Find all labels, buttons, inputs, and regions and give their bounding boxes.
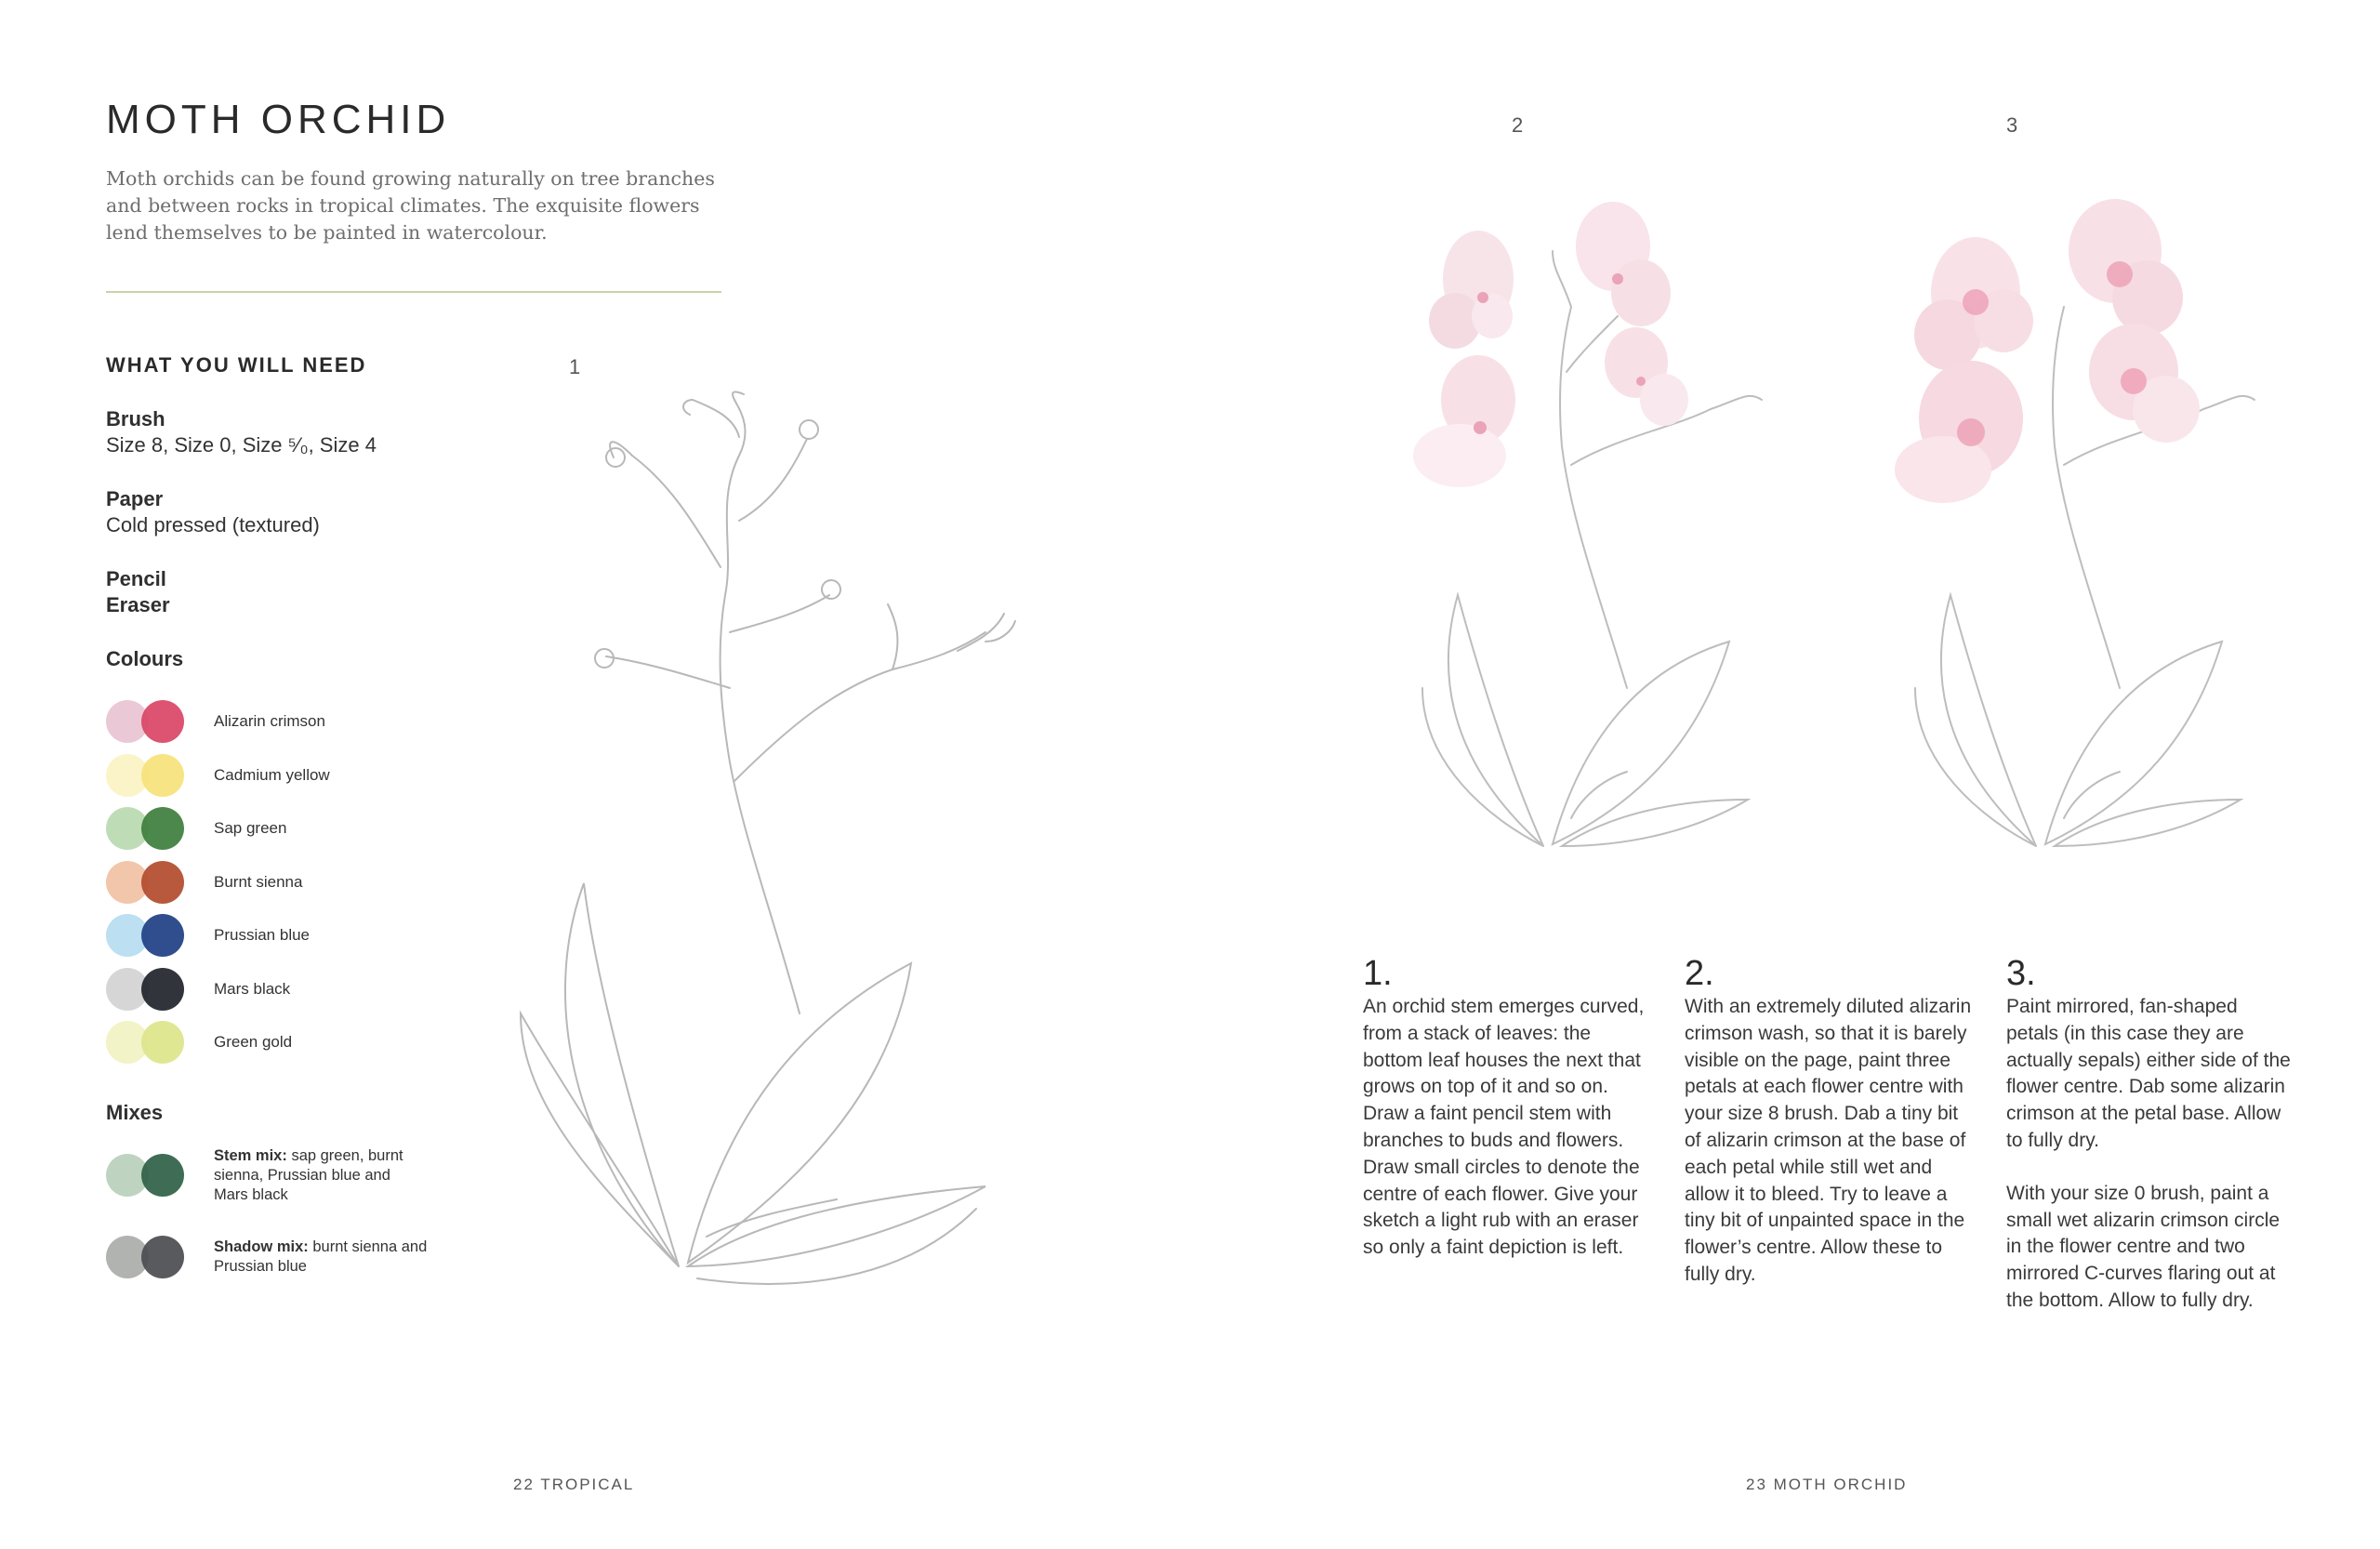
step-3-number: 3. [2006, 954, 2036, 993]
colour-name: Burnt sienna [214, 872, 303, 891]
intro-paragraph: Moth orchids can be found growing naturally on tree branches and between rocks in tropical climates. The exquisite flowers lend themselves to be painted in watercolour. [106, 167, 715, 244]
mix-ingredients: burnt sienna and Prussian blue [214, 1238, 428, 1275]
brush-label: Brush [106, 407, 165, 430]
step-2-text: With an extremely diluted alizarin crimson wash, so that it is barely visible on the page, paint three petals at each flower centre with your size 8 brush. Dab a tiny bit of alizarin crimson at the base of each petal while still wet and allow it to bleed. Try to leave a tiny bit of unpainted space in the flower’s centre. Allow these to fully dry. [1685, 996, 1972, 1285]
what-you-will-need-heading: WHAT YOU WILL NEED [106, 353, 367, 377]
step-3-text-2: With your size 0 brush, paint a small wet alizarin crimson circle in the flower centre and two mirrored C-curves flaring out at the bottom. Allow to fully dry. [2006, 1182, 2281, 1311]
footer-page-left: 22 TROPICAL [513, 1476, 635, 1493]
colour-name: Green gold [214, 1033, 293, 1051]
figure-1-number: 1 [569, 355, 581, 378]
paper-label: Paper [106, 487, 164, 510]
step-3 [2006, 954, 2294, 1315]
colours-label: Colours [106, 647, 184, 670]
paper-value: Cold pressed (textured) [106, 513, 320, 536]
step-1-text: An orchid stem emerges curved, from a stack of leaves: the bottom leaf houses the next that grows on top of it and so on. Draw a faint pencil stem with branches to buds and flowers. Draw small circles to denote the centre of each flower. Give your sketch a light rub with an eraser so only a faint depiction is left. [1363, 996, 1645, 1259]
colour-name: Mars black [214, 979, 291, 998]
colour-name: Prussian blue [214, 926, 311, 944]
step-1-number: 1. [1363, 954, 1393, 993]
brush-value: Size 8, Size 0, Size ⁵⁄₀, Size 4 [106, 433, 377, 457]
colour-name: Alizarin crimson [214, 712, 325, 730]
colour-name: Sap green [214, 819, 287, 837]
figure-3-number: 3 [2006, 113, 2018, 137]
colour-name: Cadmium yellow [214, 765, 330, 784]
step-3-text: Paint mirrored, fan-shaped petals (in this case they are actually sepals) either side of the flower centre. Dab some alizarin crimson at the petal base. Allow to fully dry. [2006, 996, 2291, 1151]
mixes-label: Mixes [106, 1101, 164, 1124]
pencil-label: Pencil [106, 567, 166, 590]
step-2 [1685, 954, 1973, 1289]
page-title: MOTH ORCHID [106, 97, 451, 142]
mix-name: Shadow mix: [214, 1238, 309, 1255]
step-2-number: 2. [1685, 954, 1714, 993]
step-1 [1363, 954, 1651, 1262]
footer-page-right: 23 MOTH ORCHID [1746, 1476, 1908, 1493]
mix-ingredients: sap green, burnt sienna, Prussian blue and Mars black [214, 1146, 403, 1203]
mix-name: Stem mix: [214, 1146, 287, 1164]
figure-2-number: 2 [1512, 113, 1524, 137]
eraser-label: Eraser [106, 593, 170, 616]
